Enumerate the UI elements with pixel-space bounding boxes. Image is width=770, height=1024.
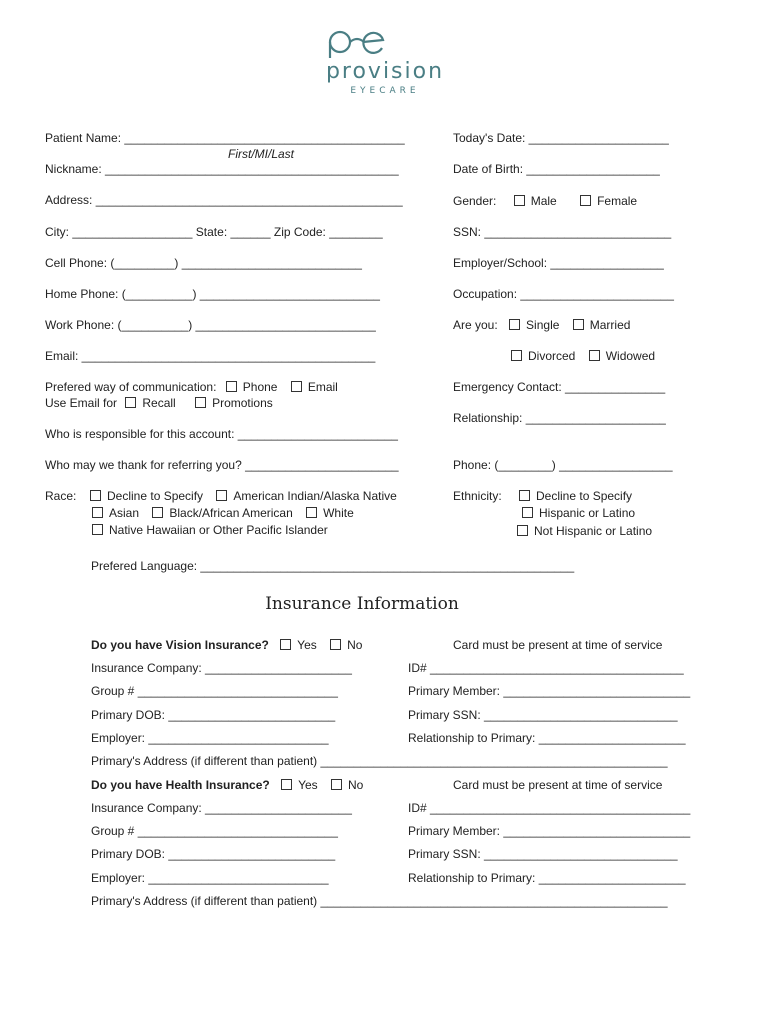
health-question-row — [91, 778, 363, 792]
vision-relationship-field[interactable]: Relationship to Primary: ______________________ — [408, 731, 686, 745]
checkbox-icon[interactable] — [589, 350, 600, 361]
checkbox-icon[interactable] — [291, 381, 302, 392]
widowed-option[interactable]: Widowed — [589, 349, 655, 363]
race-asian-option[interactable]: Asian — [92, 506, 139, 520]
checkbox-icon[interactable] — [152, 507, 163, 518]
checkbox-icon[interactable] — [92, 507, 103, 518]
checkbox-icon[interactable] — [216, 490, 227, 501]
ssn-field[interactable]: SSN: ____________________________ — [453, 225, 672, 239]
occupation-field[interactable]: Occupation: _______________________ — [453, 287, 674, 301]
eth-decline-option[interactable]: Decline to Specify — [519, 489, 632, 503]
checkbox-icon[interactable] — [573, 319, 584, 330]
pref-comm-row — [45, 380, 338, 394]
pref-language-field[interactable]: Prefered Language: ________________________________________________________ — [91, 559, 575, 573]
gender-label: Gender: — [453, 194, 497, 208]
vision-primary-dob-field[interactable]: Primary DOB: _________________________ — [91, 708, 336, 722]
health-question: Do you have Health Insurance? — [91, 778, 270, 792]
checkbox-icon[interactable] — [90, 490, 101, 501]
brand-name: provision — [325, 59, 445, 84]
ethnicity-label: Ethnicity: — [453, 489, 502, 503]
vision-yes-option[interactable]: Yes — [280, 638, 317, 652]
pref-comm-label: Prefered way of communication: — [45, 380, 217, 394]
use-email-label: Use Email for — [45, 396, 118, 410]
vision-company-field[interactable]: Insurance Company: ______________________ — [91, 661, 352, 675]
marital-row-1 — [453, 318, 630, 332]
vision-id-field[interactable]: ID# ______________________________________ — [408, 661, 684, 675]
checkbox-icon[interactable] — [509, 319, 520, 330]
are-you-label: Are you: — [453, 318, 498, 332]
checkbox-icon[interactable] — [280, 639, 291, 650]
nickname-field[interactable]: Nickname: ____________________________________________ — [45, 162, 399, 176]
health-id-field[interactable]: ID# _______________________________________ — [408, 801, 691, 815]
gender-male-option[interactable]: Male — [514, 194, 557, 208]
health-group-field[interactable]: Group # ______________________________ — [91, 824, 338, 838]
eth-not-hispanic-option[interactable]: Not Hispanic or Latino — [517, 524, 652, 538]
health-primary-member-field[interactable]: Primary Member: ____________________________ — [408, 824, 691, 838]
work-phone-field[interactable]: Work Phone: (__________) ___________________________ — [45, 318, 376, 332]
todays-date-field[interactable]: Today's Date: _____________________ — [453, 131, 669, 145]
race-label: Race: — [45, 489, 77, 503]
gender-row — [453, 194, 637, 208]
vision-question-row — [91, 638, 362, 652]
vision-question: Do you have Vision Insurance? — [91, 638, 269, 652]
pref-phone-option[interactable]: Phone — [226, 380, 278, 394]
health-employer-field[interactable]: Employer: ___________________________ — [91, 871, 329, 885]
checkbox-icon[interactable] — [306, 507, 317, 518]
vision-primary-member-field[interactable]: Primary Member: ____________________________ — [408, 684, 691, 698]
referral-field[interactable]: Who may we thank for referring you? _______________________ — [45, 458, 399, 472]
health-primary-ssn-field[interactable]: Primary SSN: _____________________________ — [408, 847, 678, 861]
race-hawaiian-option[interactable]: Native Hawaiian or Other Pacific Islander — [92, 523, 328, 537]
race-white-option[interactable]: White — [306, 506, 354, 520]
checkbox-icon[interactable] — [522, 507, 533, 518]
race-row-1 — [90, 489, 397, 503]
health-yes-option[interactable]: Yes — [281, 778, 318, 792]
checkbox-icon[interactable] — [331, 779, 342, 790]
checkbox-icon[interactable] — [517, 525, 528, 536]
checkbox-icon[interactable] — [330, 639, 341, 650]
checkbox-icon[interactable] — [125, 397, 136, 408]
vision-group-field[interactable]: Group # ______________________________ — [91, 684, 338, 698]
health-company-field[interactable]: Insurance Company: ______________________ — [91, 801, 352, 815]
patient-name-field[interactable]: Patient Name: __________________________________________ — [45, 131, 405, 145]
checkbox-icon[interactable] — [195, 397, 206, 408]
checkbox-icon[interactable] — [580, 195, 591, 206]
checkbox-icon[interactable] — [511, 350, 522, 361]
relationship-field[interactable]: Relationship: _____________________ — [453, 411, 666, 425]
single-option[interactable]: Single — [509, 318, 559, 332]
emergency-contact-field[interactable]: Emergency Contact: _______________ — [453, 380, 666, 394]
vision-primary-ssn-field[interactable]: Primary SSN: _____________________________ — [408, 708, 678, 722]
checkbox-icon[interactable] — [226, 381, 237, 392]
marital-row-2 — [511, 349, 655, 363]
gender-female-option[interactable]: Female — [580, 194, 637, 208]
responsible-field[interactable]: Who is responsible for this account: ________________________ — [45, 427, 398, 441]
eth-hispanic-option[interactable]: Hispanic or Latino — [522, 506, 635, 520]
checkbox-icon[interactable] — [519, 490, 530, 501]
cell-phone-field[interactable]: Cell Phone: (_________) ___________________________ — [45, 256, 362, 270]
health-address-field[interactable]: Primary's Address (if different than patient) ____________________________________________________ — [91, 894, 668, 908]
health-card-note: Card must be present at time of service — [453, 778, 663, 792]
health-no-option[interactable]: No — [331, 778, 363, 792]
address-field[interactable]: Address: ______________________________________________ — [45, 193, 403, 207]
brand-tagline: EYECARE — [350, 86, 420, 96]
glasses-logo-icon — [327, 28, 387, 58]
use-email-row — [45, 396, 273, 410]
phone-field[interactable]: Phone: (________) _________________ — [453, 458, 673, 472]
dob-field[interactable]: Date of Birth: ____________________ — [453, 162, 660, 176]
checkbox-icon[interactable] — [514, 195, 525, 206]
vision-address-field[interactable]: Primary's Address (if different than patient) ____________________________________________________ — [91, 754, 668, 768]
pref-email-option[interactable]: Email — [291, 380, 338, 394]
vision-no-option[interactable]: No — [330, 638, 362, 652]
checkbox-icon[interactable] — [281, 779, 292, 790]
insurance-section-title: Insurance Information — [265, 594, 459, 614]
married-option[interactable]: Married — [573, 318, 631, 332]
email-field[interactable]: Email: ____________________________________________ — [45, 349, 376, 363]
race-black-option[interactable]: Black/African American — [152, 506, 292, 520]
vision-employer-field[interactable]: Employer: ___________________________ — [91, 731, 329, 745]
promotions-option[interactable]: Promotions — [195, 396, 273, 410]
health-primary-dob-field[interactable]: Primary DOB: _________________________ — [91, 847, 336, 861]
race-american-indian-option[interactable]: American Indian/Alaska Native — [216, 489, 396, 503]
employer-school-field[interactable]: Employer/School: _________________ — [453, 256, 664, 270]
race-row-2 — [92, 506, 354, 520]
checkbox-icon[interactable] — [92, 524, 103, 535]
health-relationship-field[interactable]: Relationship to Primary: ______________________ — [408, 871, 686, 885]
vision-card-note: Card must be present at time of service — [453, 638, 663, 652]
recall-option[interactable]: Recall — [125, 396, 175, 410]
home-phone-field[interactable]: Home Phone: (__________) ___________________________ — [45, 287, 380, 301]
divorced-option[interactable]: Divorced — [511, 349, 575, 363]
race-decline-option[interactable]: Decline to Specify — [90, 489, 203, 503]
name-hint: First/MI/Last — [228, 147, 295, 161]
city-state-zip-field[interactable]: City: __________________ State: ______ Zip Code: ________ — [45, 225, 383, 239]
